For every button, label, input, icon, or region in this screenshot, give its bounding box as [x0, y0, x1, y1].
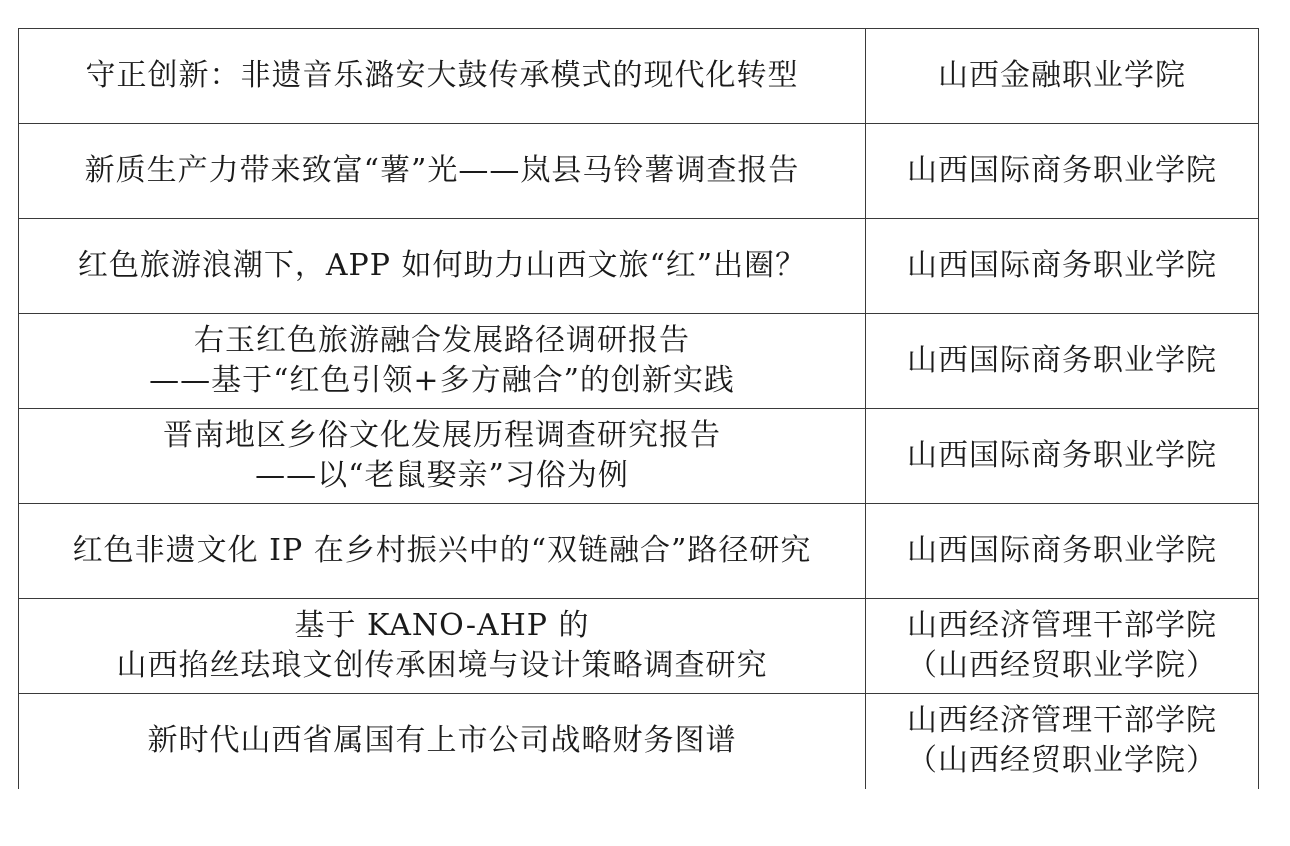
- table-row: [19, 314, 1259, 409]
- project-title-line: 基于 KANO-AHP 的: [294, 608, 590, 643]
- table-row: [19, 694, 1259, 789]
- school-name-cell: [866, 29, 1259, 124]
- project-title-line: 新时代山西省属国有上市公司战略财务图谱: [147, 723, 737, 759]
- table-row: [19, 599, 1259, 694]
- project-title-line: 新质生产力带来致富“薯”光——岚县马铃薯调查报告: [84, 153, 800, 188]
- school-alias-line: （山西经贸职业学院）: [907, 743, 1217, 779]
- project-title-cell: [19, 314, 866, 409]
- school-name-line: 山西国际商务职业学院: [907, 438, 1217, 473]
- project-subtitle-line: ——基于“红色引领+多方融合”的创新实践: [149, 363, 735, 398]
- school-name-cell: [866, 219, 1259, 314]
- school-name-cell: [866, 409, 1259, 504]
- project-title-cell: [19, 124, 866, 219]
- school-name-line: 山西金融职业学院: [938, 58, 1186, 93]
- project-title-cell: [19, 409, 866, 504]
- project-title-cell: [19, 29, 866, 124]
- table-row: [19, 409, 1259, 504]
- school-alias-line: （山西经贸职业学院）: [907, 648, 1217, 683]
- school-name-line: 山西经济管理干部学院: [907, 608, 1217, 643]
- school-name-line: 山西国际商务职业学院: [907, 533, 1217, 568]
- table-row: [19, 29, 1259, 124]
- table-row: [19, 219, 1259, 314]
- school-name-cell: [866, 694, 1259, 789]
- project-subtitle-line: ——以“老鼠娶亲”习俗为例: [255, 458, 629, 493]
- project-title-cell: [19, 694, 866, 789]
- award-list-table: [18, 28, 1259, 789]
- project-title-cell: [19, 219, 866, 314]
- project-title-line: 晋南地区乡俗文化发展历程调查研究报告: [163, 418, 721, 453]
- school-name-cell: [866, 504, 1259, 599]
- school-name-line: 山西国际商务职业学院: [907, 248, 1217, 283]
- school-name-cell: [866, 599, 1259, 694]
- table-row: [19, 504, 1259, 599]
- project-title-line: 守正创新：非遗音乐潞安大鼓传承模式的现代化转型: [85, 58, 799, 93]
- school-name-cell: [866, 314, 1259, 409]
- school-name-line: 山西经济管理干部学院: [907, 703, 1217, 739]
- project-title-line: 红色非遗文化 IP 在乡村振兴中的“双链融合”路径研究: [72, 533, 812, 568]
- project-title-line-2: 山西掐丝珐琅文创传承困境与设计策略调查研究: [116, 648, 768, 683]
- school-name-line: 山西国际商务职业学院: [907, 153, 1217, 188]
- project-title-line: 红色旅游浪潮下，APP 如何助力山西文旅“红”出圈？: [77, 248, 807, 283]
- school-name-cell: [866, 124, 1259, 219]
- project-title-cell: [19, 599, 866, 694]
- project-title-line: 右玉红色旅游融合发展路径调研报告: [194, 323, 690, 358]
- project-title-cell: [19, 504, 866, 599]
- table-row: [19, 124, 1259, 219]
- school-name-line: 山西国际商务职业学院: [907, 343, 1217, 378]
